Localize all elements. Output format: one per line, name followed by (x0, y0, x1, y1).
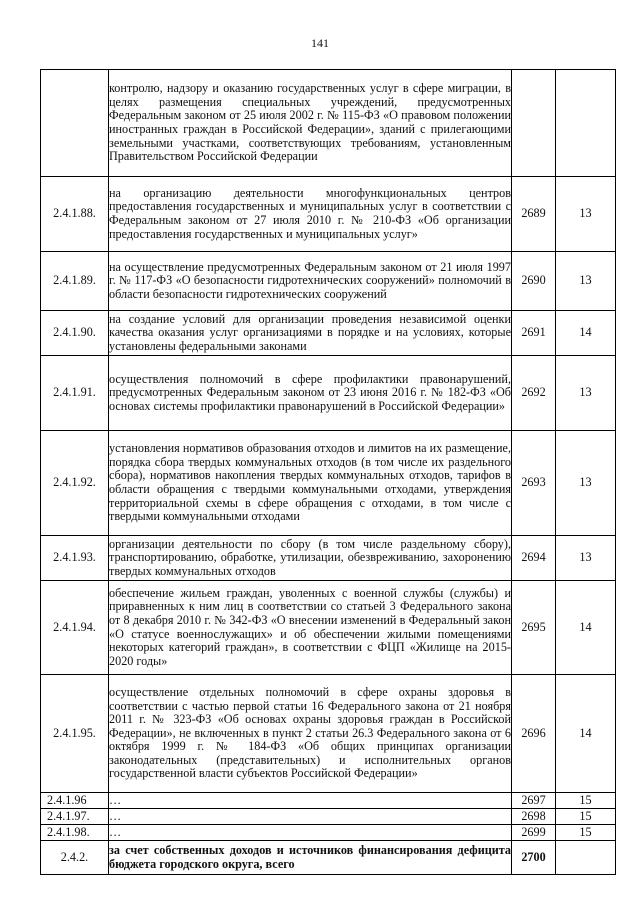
row-code: 2.4.1.94. (41, 581, 109, 675)
row-number: 13 (556, 536, 616, 581)
row-line-code: 2699 (512, 825, 556, 841)
table-row (41, 431, 616, 536)
table-row (41, 177, 616, 252)
row-text: за счет собственных доходов и источников финансирования дефицита бюджета городского округа, всего (109, 841, 512, 875)
row-text: на организацию деятельности многофункциональных центров предоставления государственных и муниципальных услуг в соответствии с Федеральным законом от 27 июля 2010 г. № 210-ФЗ «Об организации предоставления государственных и муниципальных услуг» (109, 177, 512, 252)
row-line-code: 2694 (512, 536, 556, 581)
row-code: 2.4.1.97. (41, 809, 109, 825)
row-code: 2.4.1.93. (41, 536, 109, 581)
row-text: … (109, 809, 512, 825)
row-line-code: 2691 (512, 311, 556, 356)
row-number: 14 (556, 675, 616, 793)
table-row (41, 825, 616, 841)
table-row (41, 311, 616, 356)
row-text: на создание условий для организации проведения независимой оценки качества оказания услуг организациями в порядке и на условиях, которые установлены федеральными законами (109, 311, 512, 356)
row-code: 2.4.1.96 (41, 793, 109, 809)
row-number: 13 (556, 252, 616, 311)
table-row (41, 809, 616, 825)
row-line-code (512, 70, 556, 177)
row-line-code: 2700 (512, 841, 556, 875)
row-number: 15 (556, 809, 616, 825)
row-line-code: 2696 (512, 675, 556, 793)
row-line-code: 2692 (512, 356, 556, 431)
row-number: 15 (556, 825, 616, 841)
row-code: 2.4.1.92. (41, 431, 109, 536)
row-text: организации деятельности по сбору (в том числе раздельному сбору), транспортированию, обработке, утилизации, обезвреживанию, захоронению твердых коммунальных отходов (109, 536, 512, 581)
row-line-code: 2690 (512, 252, 556, 311)
row-text: контролю, надзору и оказанию государственных услуг в сфере миграции, в целях размещения специальных учреждений, предусмотренных Федеральным законом от 25 июля 2002 г. № 115-ФЗ «О правовом положении иностранных граждан в Российской Федерации», зданий с прилегающими земельными участками, соответствующих требованиям, установленным Правительством Российской Федерации (109, 70, 512, 177)
row-number: 14 (556, 311, 616, 356)
table-row (41, 536, 616, 581)
row-line-code: 2689 (512, 177, 556, 252)
row-number: 13 (556, 177, 616, 252)
row-number (556, 841, 616, 875)
row-text: обеспечение жильем граждан, уволенных с военной службы (службы) и приравненных к ним лиц в соответствии со статьей 3 Федерального закона от 8 декабря 2010 г. № 342-ФЗ «О внесении изменений в Федеральный закон «О статусе военнослужащих» и об обеспечении жилыми помещениями некоторых категорий граждан», в соответствии с ФЦП «Жилище на 2015-2020 годы» (109, 581, 512, 675)
row-line-code: 2697 (512, 793, 556, 809)
row-number: 13 (556, 431, 616, 536)
table-row (41, 252, 616, 311)
row-code: 2.4.1.89. (41, 252, 109, 311)
table-row-total (41, 841, 616, 875)
row-number (556, 70, 616, 177)
row-number: 14 (556, 581, 616, 675)
row-line-code: 2693 (512, 431, 556, 536)
row-number: 13 (556, 356, 616, 431)
table-row (41, 581, 616, 675)
row-code (41, 70, 109, 177)
row-code: 2.4.1.95. (41, 675, 109, 793)
row-text: осуществления полномочий в сфере профилактики правонарушений, предусмотренных Федеральным законом от 23 июня 2016 г. № 182-ФЗ «Об основах системы профилактики правонарушений в Российской Федерации» (109, 356, 512, 431)
row-line-code: 2698 (512, 809, 556, 825)
row-text: … (109, 793, 512, 809)
row-text: осуществление отдельных полномочий в сфере охраны здоровья в соответствии с частью первой статьи 16 Федерального закона от 21 ноября 2011 г. № 323-ФЗ «Об основах охраны здоровья граждан в Российской Федерации», не включенных в пункт 2 статьи 26.3 Федерального закона от 6 октября 1999 г. № 184-ФЗ «Об общих принципах организации законодательных (представительных) и исполнительных органов государственной власти субъектов Российской Федерации» (109, 675, 512, 793)
table-row (41, 793, 616, 809)
row-code: 2.4.2. (41, 841, 109, 875)
row-code: 2.4.1.88. (41, 177, 109, 252)
row-text: … (109, 825, 512, 841)
table-row (41, 70, 616, 177)
row-code: 2.4.1.98. (41, 825, 109, 841)
row-code: 2.4.1.91. (41, 356, 109, 431)
row-code: 2.4.1.90. (41, 311, 109, 356)
page-number: 141 (311, 36, 329, 50)
row-text: установления нормативов образования отходов и лимитов на их размещение, порядка сбора твердых коммунальных отходов (в том числе их раздельного сбора), нормативов накопления твердых коммунальных отходов, тарифов в области обращения с твердыми коммунальными отходами, утверждения территориальной схемы в сфере обращения с отходами, в том числе с твердыми коммунальными отходами (109, 431, 512, 536)
budget-table (40, 69, 616, 875)
row-text: на осуществление предусмотренных Федеральным законом от 21 июля 1997 г. № 117-ФЗ «О безопасности гидротехнических сооружений» полномочий в области безопасности гидротехнических сооружений (109, 252, 512, 311)
row-line-code: 2695 (512, 581, 556, 675)
table-row (41, 356, 616, 431)
table-row (41, 675, 616, 793)
row-number: 15 (556, 793, 616, 809)
